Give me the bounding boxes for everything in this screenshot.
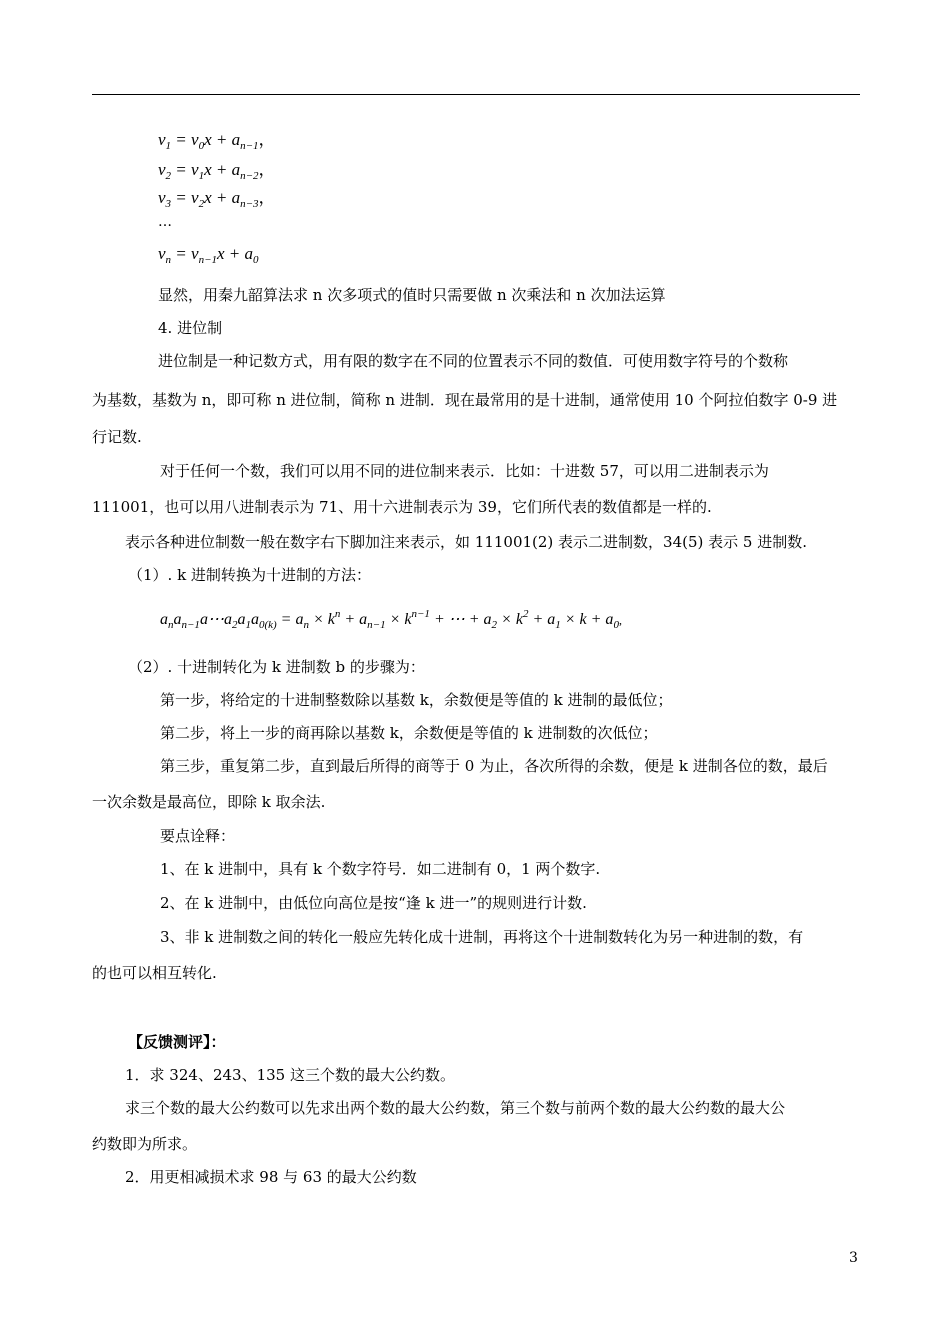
- equation-v1: $v_1 = v_0x + a_{n-1}$，: [158, 130, 276, 152]
- question-1-answer: 求三个数的最大公约数可以先求出两个数的最大公约数，第三个数与前两个数的最大公约数的最大公: [125, 1099, 786, 1117]
- key-point-1: 1、在 k 进制中，具有 k 个数字符号．如二进制有 0，1 两个数字.: [160, 860, 601, 878]
- page-number: 3: [849, 1250, 858, 1266]
- key-points-title: 要点诠释：: [160, 827, 236, 845]
- step-3-continued: 一次余数是最高位，即除 k 取余法.: [92, 793, 326, 811]
- equation-dots: …: [158, 214, 172, 230]
- equation-v2: $v_2 = v_1x + a_{n-2}$，: [158, 160, 276, 182]
- method-1-title: （1）. k 进制转换为十进制的方法：: [128, 566, 371, 584]
- step-1: 第一步，将给定的十进制整数除以基数 k，余数便是等值的 k 进制的最低位；: [160, 691, 673, 709]
- step-3: 第三步，重复第二步，直到最后所得的商等于 0 为止，各次所得的余数，便是 k 进制各位的数，最后: [160, 757, 828, 775]
- paragraph-line: 对于任何一个数，我们可以用不同的进位制来表示．比如：十进数 57，可以用二进制表示为: [160, 462, 769, 480]
- equation-vn: $v_n = v_{n-1}x + a_0$: [158, 244, 259, 266]
- paragraph-line: 进位制是一种记数方式，用有限的数字在不同的位置表示不同的数值．可使用数字符号的个数称: [158, 352, 789, 370]
- conversion-formula: $a_na_{n-1}a\cdots a_2a_1a_{0(k)} = a_n \times k^n + a_{n-1} \times k^{n-1}$ + ⋯ + $a_2 \times k^2 + a_1 \times k + a_0$,: [160, 608, 622, 631]
- feedback-heading: 【反馈测评】：: [128, 1033, 226, 1051]
- key-point-2: 2、在 k 进制中，由低位向高位是按“逢 k 进一”的规则进行计数.: [160, 894, 587, 912]
- paragraph-line: 111001，也可以用八进制表示为 71、用十六进制表示为 39，它们所代表的数值都是一样的.: [92, 498, 712, 516]
- step-2: 第二步，将上一步的商再除以基数 k，余数便是等值的 k 进制数的次低位；: [160, 724, 658, 742]
- question-1-answer-continued: 约数即为所求。: [92, 1135, 198, 1153]
- paragraph-line: 表示各种进位制数一般在数字右下脚加注来表示，如 111001(2) 表示二进制数，34(5) 表示 5 进制数.: [125, 533, 807, 551]
- paragraph-line: 为基数，基数为 n，即可称 n 进位制，简称 n 进制．现在最常用的是十进制，通常使用 10 个阿拉伯数字 0-9 进: [92, 391, 838, 409]
- method-2-title: （2）. 十进制转化为 k 进制数 b 的步骤为：: [128, 658, 425, 676]
- qin-conclusion: 显然，用秦九韶算法求 n 次多项式的值时只需要做 n 次乘法和 n 次加法运算: [158, 286, 666, 304]
- question-2: 2．用更相减损术求 98 与 63 的最大公约数: [125, 1168, 417, 1186]
- key-point-3: 3、非 k 进制数之间的转化一般应先转化成十进制，再将这个十进制数转化为另一种进制的数，有: [160, 928, 804, 946]
- header-rule: [92, 94, 860, 95]
- equation-v3: $v_3 = v_2x + a_{n-3}$，: [158, 188, 276, 210]
- section-heading-4: 4. 进位制: [158, 319, 223, 337]
- paragraph-line: 行记数.: [92, 428, 142, 446]
- question-1: 1．求 324、243、135 这三个数的最大公约数。: [125, 1066, 455, 1084]
- key-point-3-continued: 的也可以相互转化.: [92, 964, 217, 982]
